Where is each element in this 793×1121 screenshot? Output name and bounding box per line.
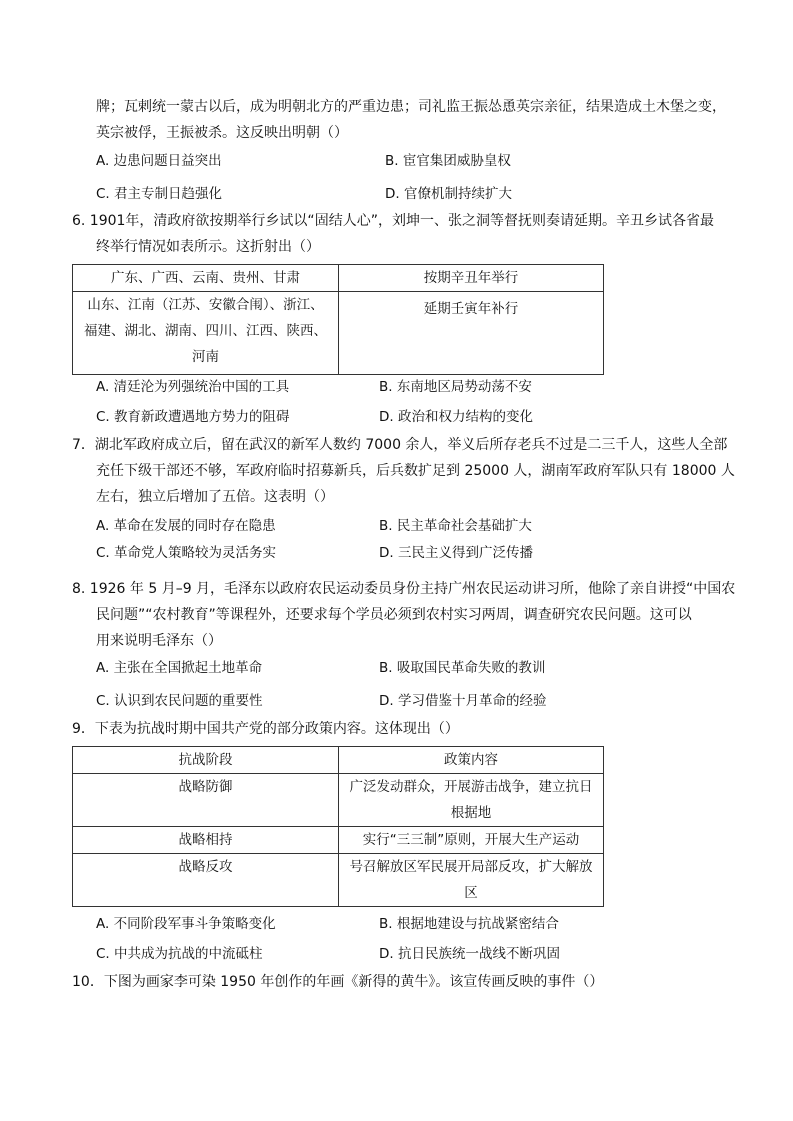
table-cell	[73, 292, 339, 375]
table-cell: 战略相持	[73, 827, 339, 854]
table-cell-line: 河南	[192, 349, 219, 365]
q5-option-c[interactable]: C. 君主专制日趋强化	[96, 186, 223, 202]
q7-option-a[interactable]: A. 革命在发展的同时存在隐患	[96, 518, 276, 534]
table-row	[73, 774, 604, 827]
q6-option-b[interactable]: B. 东南地区局势动荡不安	[379, 379, 532, 395]
q6-option-d[interactable]: D. 政治和权力结构的变化	[379, 409, 533, 425]
table-cell-line: 号召解放区军民展开局部反攻，扩大解放	[349, 859, 593, 875]
q9-option-a[interactable]: A. 不同阶段军事斗争策略变化	[96, 916, 276, 932]
table-cell: 延期壬寅年补行	[339, 292, 604, 375]
q7-option-c[interactable]: C. 革命党人策略较为灵活务实	[96, 545, 277, 561]
q10-line-1: 10．下图为画家李可染 1950 年创作的年画《新得的黄牛》。该宣传画反映的事件（）	[72, 974, 604, 990]
table-cell-line: 山东、江南（江苏、安徽合闱）、浙江、	[87, 297, 324, 313]
q5-option-d[interactable]: D. 官僚机制持续扩大	[385, 186, 512, 202]
q6-table	[72, 264, 604, 375]
q9-line-1: 9．下表为抗战时期中国共产党的部分政策内容。这体现出（）	[72, 721, 459, 737]
table-cell: 广东、广西、云南、贵州、甘肃	[73, 265, 339, 292]
q8-option-a[interactable]: A. 主张在全国掀起土地革命	[96, 660, 263, 676]
q8-option-b[interactable]: B. 吸取国民革命失败的教训	[379, 660, 546, 676]
q5-line-1: 牌；瓦剌统一蒙古以后，成为明朝北方的严重边患；司礼监王振怂恿英宗亲征，结果造成土木堡之变，	[96, 99, 726, 115]
table-cell: 战略防御	[73, 774, 339, 827]
table-row	[73, 854, 604, 907]
q8-line-3: 用来说明毛泽东（）	[96, 633, 222, 649]
q8-line-1: 8. 1926 年 5 月–9 月，毛泽东以政府农民运动委员身份主持广州农民运动讲习所，他除了亲自讲授“中国农	[72, 581, 736, 597]
table-cell	[339, 854, 604, 907]
q5-option-a[interactable]: A. 边患问题日益突出	[96, 153, 222, 169]
table-row	[73, 292, 604, 375]
q5-option-b[interactable]: B. 宦官集团威胁皇权	[385, 153, 511, 169]
q7-line-2: 充任下级干部还不够，军政府临时招募新兵，后兵数扩足到 25000 人，湖南军政府军队只有 18000 人	[96, 463, 735, 479]
q6-option-a[interactable]: A. 清廷沦为列强统治中国的工具	[96, 379, 290, 395]
table-cell	[339, 774, 604, 827]
table-cell-line: 广泛发动群众，开展游击战争，建立抗日	[349, 779, 593, 795]
q7-line-1: 7．湖北军政府成立后，留在武汉的新军人数约 7000 余人，举义后所存老兵不过是二三千人，这些人全部	[72, 437, 728, 453]
q7-option-b[interactable]: B. 民主革命社会基础扩大	[379, 518, 532, 534]
table-header-cell: 政策内容	[339, 747, 604, 774]
q6-line-2: 终举行情况如表所示。这折射出（）	[96, 239, 320, 255]
table-cell: 战略反攻	[73, 854, 339, 907]
q9-table	[72, 746, 604, 907]
q9-option-c[interactable]: C. 中共成为抗战的中流砥柱	[96, 946, 263, 962]
q7-line-3: 左右，独立后增加了五倍。这表明（）	[96, 489, 334, 505]
table-row	[73, 265, 604, 292]
q7-option-d[interactable]: D. 三民主义得到广泛传播	[379, 545, 533, 561]
q8-option-c[interactable]: C. 认识到农民问题的重要性	[96, 693, 263, 709]
table-cell: 实行“三三制”原则，开展大生产运动	[339, 827, 604, 854]
q6-line-1: 6. 1901年，清政府欲按期举行乡试以“固结人心”，刘坤一、张之洞等督抚则奏请延期。辛丑乡试各省最	[72, 213, 714, 229]
table-cell: 按期辛丑年举行	[339, 265, 604, 292]
table-row	[73, 827, 604, 854]
table-row	[73, 747, 604, 774]
q8-option-d[interactable]: D. 学习借鉴十月革命的经验	[379, 693, 547, 709]
q5-line-2: 英宗被俘，王振被杀。这反映出明朝（）	[96, 125, 348, 141]
q8-line-2: 民问题”“农村教育”等课程外，还要求每个学员必须到农村实习两周，调查研究农民问题。这可以	[96, 607, 692, 623]
table-cell-line: 根据地	[450, 805, 492, 821]
table-header-cell: 抗战阶段	[73, 747, 339, 774]
q9-option-b[interactable]: B. 根据地建设与抗战紧密结合	[379, 916, 559, 932]
q6-option-c[interactable]: C. 教育新政遭遇地方势力的阻碍	[96, 409, 290, 425]
table-cell-line: 区	[464, 885, 478, 901]
q9-option-d[interactable]: D. 抗日民族统一战线不断巩固	[379, 946, 560, 962]
table-cell-line: 福建、湖北、湖南、四川、江西、陕西、	[84, 323, 327, 339]
